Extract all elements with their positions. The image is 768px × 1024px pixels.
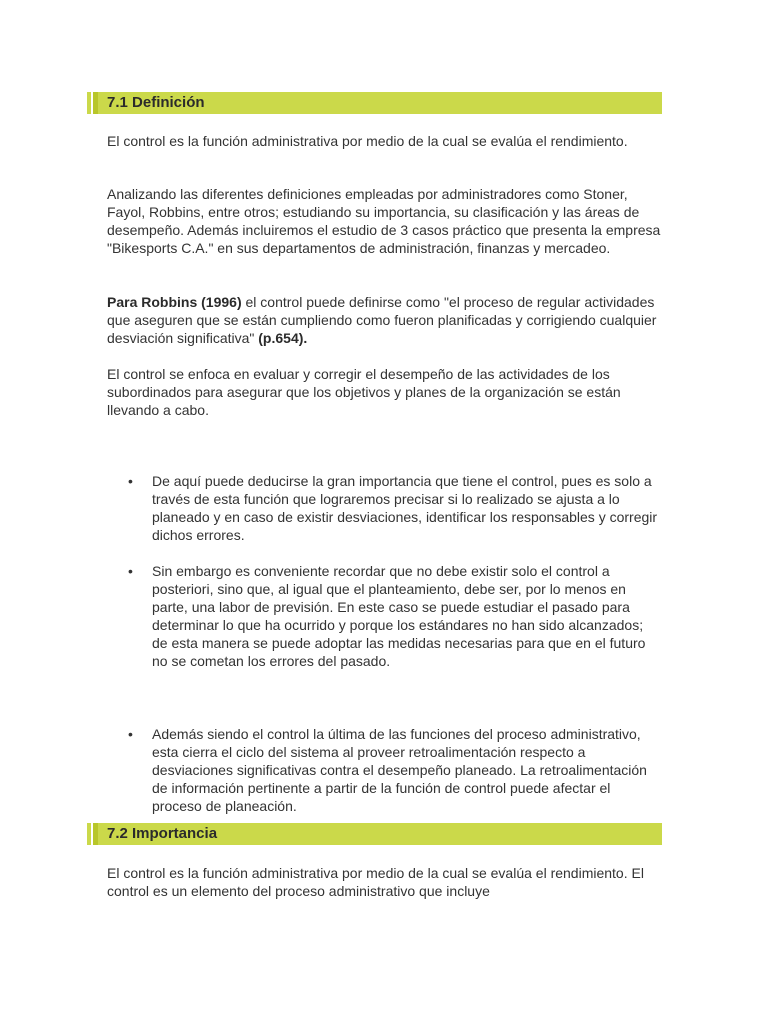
list-item-text: De aquí puede deducirse la gran importancia que tiene el control, pues es solo a través de esta función que lograremos precisar si lo realizado se ajusta a lo planeado y en caso de existir desviaciones, identificar los responsables y corregir dichos errores. [152,473,658,543]
section-title: 7.2 Importancia [107,825,218,842]
paragraph-intro: El control es la función administrativa por medio de la cual se evalúa el rendimiento. [107,133,628,149]
paragraph-robbins [107,293,663,347]
paragraph-analysis: Analizando las diferentes definiciones empleadas por administradores como Stoner, Fayol, Robbins, entre otros; estudiando su importancia, su clasificación y las áreas de desempeño. Además incluiremos el estudio de 3 casos práctico que presenta la empresa "Bikesports C.A." en sus departamentos de administración, finanzas y mercadeo. [107,186,661,256]
list-item-text: Además siendo el control la última de las funciones del proceso administrativo, esta cierra el ciclo del sistema al proveer retroalimentación respecto a desviaciones significativas contra el desempeño planeado. La retroalimentación de información pertinente a partir de la función de control puede afectar el proceso de planeación. [152,726,647,814]
robbins-quote: el control puede definirse como "el proceso de regular actividades que aseguren que se están cumpliendo como fueron planificadas y corrigiendo cualquier desviación significativa" [107,294,657,346]
list-item [128,562,662,670]
robbins-citation: Para Robbins (1996) [107,294,242,310]
paragraph-importance: El control es la función administrativa por medio de la cual se evalúa el rendimiento. El control es un elemento del proceso administrativo que incluye [107,865,644,899]
section-header-definicion [93,92,662,114]
section-marker [87,823,91,845]
list-item [128,472,662,544]
list-item-text: Sin embargo es conveniente recordar que no debe existir solo el control a posteriori, sino que, al igual que el planteamiento, debe ser, por lo menos en parte, una labor de previsión. En este caso se puede estudiar el pasado para determinar lo que ha ocurrido y porque los estándares no han sido alcanzados; de esta manera se puede adoptar las medidas necesarias para que en el futuro no se cometan los errores del pasado. [152,563,646,669]
bullet-icon: • [128,473,133,489]
section-header-importancia [93,823,662,845]
section-marker [87,92,91,114]
paragraph-focus: El control se enfoca en evaluar y corregir el desempeño de las actividades de los subordinados para asegurar que los objetivos y planes de la organización se están llevando a cabo. [107,366,621,418]
bullet-icon: • [128,726,133,742]
robbins-page-ref: (p.654). [258,330,308,346]
section-title: 7.1 Definición [107,94,205,111]
list-item [128,725,662,815]
bullet-icon: • [128,563,133,579]
